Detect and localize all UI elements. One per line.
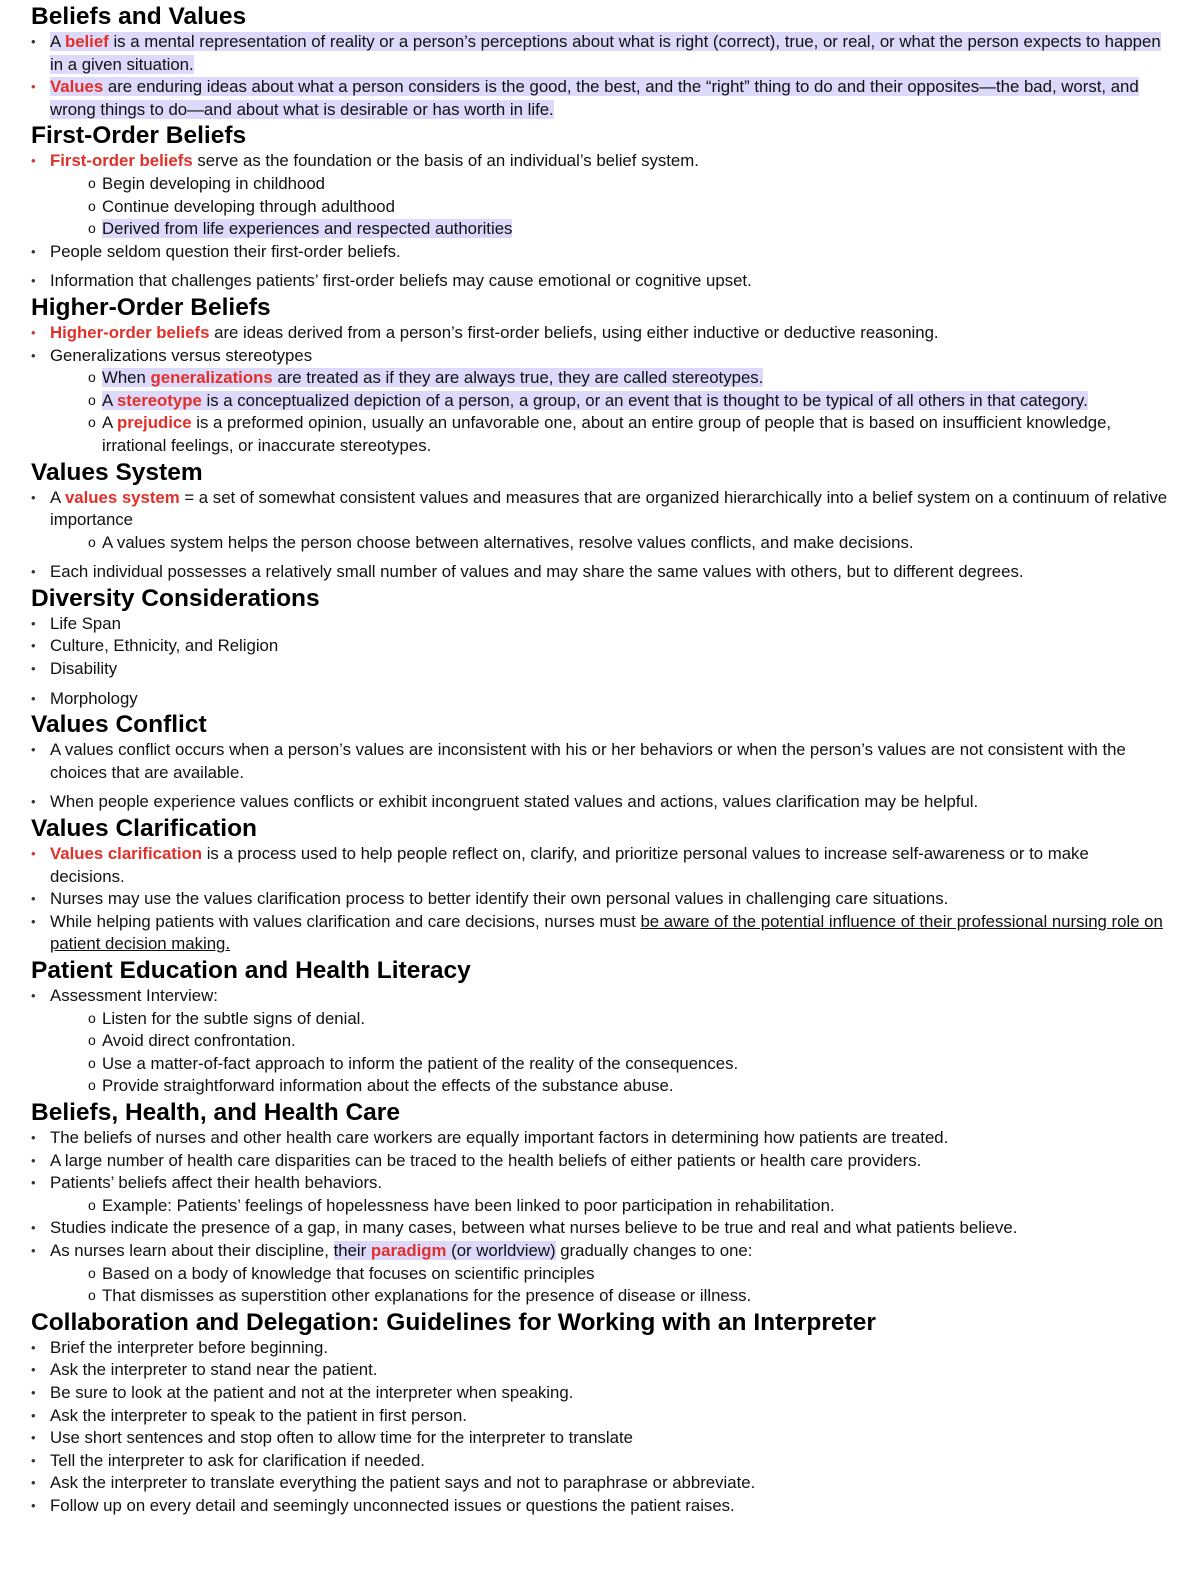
bullet-list — [31, 843, 1168, 956]
list-item: • Values clarification is a process used to help people reflect on, clarify, and prioritize personal values to increase self-awareness or to make decisions. — [31, 843, 1168, 888]
sub-list-item: o Avoid direct confrontation. — [31, 1030, 1168, 1053]
sub-list-item: o Provide straightforward information about the effects of the substance abuse. — [31, 1075, 1168, 1098]
sub-list-item: o That dismisses as superstition other explanations for the presence of disease or illness. — [31, 1285, 1168, 1308]
list-item: • Each individual possesses a relatively small number of values and may share the same values with others, but to different degrees. — [31, 561, 1168, 584]
sub-list-item: o Continue developing through adulthood — [31, 196, 1168, 219]
section-title: Values System — [31, 458, 203, 486]
list-item: • Morphology — [31, 688, 1168, 711]
list-item: • Tell the interpreter to ask for clarification if needed. — [31, 1450, 1168, 1473]
section-title: Higher-Order Beliefs — [31, 293, 271, 321]
bullet-list — [31, 487, 1168, 584]
section-title: Beliefs, Health, and Health Care — [31, 1098, 400, 1126]
section-title: Patient Education and Health Literacy — [31, 957, 471, 984]
list-item: • The beliefs of nurses and other health care workers are equally important factors in determining how patients are treated. — [31, 1127, 1168, 1150]
sub-list-item: o Example: Patients’ feelings of hopelessness have been linked to poor participation in rehabilitation. — [31, 1195, 1168, 1218]
list-item: • Information that challenges patients’ first-order beliefs may cause emotional or cognitive upset. — [31, 270, 1168, 293]
list-item: • Follow up on every detail and seemingly unconnected issues or questions the patient raises. — [31, 1495, 1168, 1518]
list-item: • Ask the interpreter to stand near the patient. — [31, 1359, 1168, 1382]
list-item: • Culture, Ethnicity, and Religion — [31, 635, 1168, 658]
list-item: • A values system = a set of somewhat consistent values and measures that are organized hierarchically into a belief system on a continuum of relative importance — [31, 487, 1168, 532]
list-item: • Ask the interpreter to translate everything the patient says and not to paraphrase or abbreviate. — [31, 1472, 1168, 1495]
list-item: • As nurses learn about their discipline, their paradigm (or worldview) gradually changes to one: — [31, 1240, 1168, 1263]
sub-list-item: o Derived from life experiences and respected authorities — [31, 218, 1168, 241]
sub-list-item: o Based on a body of knowledge that focuses on scientific principles — [31, 1263, 1168, 1286]
key-term: Values — [50, 77, 104, 97]
sub-list-item: o A values system helps the person choose between alternatives, resolve values conflicts, and make decisions. — [31, 532, 1168, 555]
list-item: • Generalizations versus stereotypes — [31, 345, 1168, 368]
list-item: • Use short sentences and stop often to allow time for the interpreter to translate — [31, 1427, 1168, 1450]
list-item: • Ask the interpreter to speak to the patient in first person. — [31, 1405, 1168, 1428]
section-title: Beliefs and Values — [31, 3, 247, 30]
list-item: • Brief the interpreter before beginning. — [31, 1337, 1168, 1360]
key-term: values system — [64, 487, 180, 507]
list-item: • A belief is a mental representation of reality or a person’s perceptions about what is right (correct), true, or real, or what the person expects to happen in a given situation. — [31, 31, 1168, 76]
sub-list-item: o When generalizations are treated as if they are always true, they are called stereotypes. — [31, 367, 1168, 390]
bullet-list — [31, 322, 1168, 458]
underlined-text: be aware of the potential influence of their professional nursing role on patient decision making. — [50, 911, 1163, 954]
bullet-list — [31, 1127, 1168, 1308]
key-term: Values clarification — [50, 844, 203, 864]
list-item: • Values are enduring ideas about what a person considers is the good, the best, and the “right” thing to do and their opposites—the bad, worst, and wrong things to do—and about what is desirable or has worth in life. — [31, 76, 1168, 121]
section-title: Diversity Considerations — [31, 584, 320, 612]
sub-list-item: o Begin developing in childhood — [31, 173, 1168, 196]
sub-list-item: o Listen for the subtle signs of denial. — [31, 1008, 1168, 1031]
section-title: Collaboration and Delegation: Guidelines for Working with an Interpreter — [31, 1308, 876, 1336]
list-item: • While helping patients with values clarification and care decisions, nurses must be aware of the potential influence of their professional nursing role on patient decision making. — [31, 911, 1168, 956]
bullet-list — [31, 1337, 1168, 1518]
bullet-list — [31, 613, 1168, 710]
list-item: • Studies indicate the presence of a gap, in many cases, between what nurses believe to be true and real and what patients believe. — [31, 1217, 1168, 1240]
key-term: Higher-order beliefs — [50, 322, 210, 342]
list-item: • Patients’ beliefs affect their health behaviors. — [31, 1172, 1168, 1195]
list-item: • A large number of health care disparities can be traced to the health beliefs of either patients or health care providers. — [31, 1150, 1168, 1173]
list-item: • A values conflict occurs when a person’s values are inconsistent with his or her behaviors or when the person’s values are not consistent with the choices that are available. — [31, 739, 1168, 784]
list-item: • Higher-order beliefs are ideas derived from a person’s first-order beliefs, using either inductive or deductive reasoning. — [31, 322, 1168, 345]
key-term: stereotype — [116, 390, 202, 410]
sub-list-item: o A prejudice is a preformed opinion, usually an unfavorable one, about an entire group of people that is based on insufficient knowledge, irrational feelings, or inaccurate stereotypes. — [31, 412, 1168, 457]
key-term: prejudice — [116, 413, 192, 433]
list-item: • First-order beliefs serve as the foundation or the basis of an individual’s belief system. — [31, 150, 1168, 173]
bullet-list — [31, 739, 1168, 814]
list-item: • When people experience values conflicts or exhibit incongruent stated values and actions, values clarification may be helpful. — [31, 791, 1168, 814]
key-term: paradigm — [370, 1240, 447, 1260]
bullet-list — [31, 985, 1168, 1098]
section-title: Values Conflict — [31, 711, 207, 739]
key-term: First-order beliefs — [50, 151, 193, 171]
list-item: • Be sure to look at the patient and not at the interpreter when speaking. — [31, 1382, 1168, 1405]
list-item: • Assessment Interview: — [31, 985, 1168, 1008]
key-term: generalizations — [150, 368, 273, 388]
list-item: • Nurses may use the values clarification process to better identify their own personal values in challenging care situations. — [31, 888, 1168, 911]
list-item: • Life Span — [31, 613, 1168, 636]
bullet-list — [31, 31, 1168, 121]
list-item: • Disability — [31, 658, 1168, 681]
list-item: • People seldom question their first-order beliefs. — [31, 241, 1168, 264]
bullet-list — [31, 150, 1168, 293]
section-title: First-Order Beliefs — [31, 122, 247, 150]
sub-list-item: o A stereotype is a conceptualized depiction of a person, a group, or an event that is thought to be typical of all others in that category. — [31, 390, 1168, 413]
key-term: belief — [64, 32, 109, 51]
section-title: Values Clarification — [31, 815, 258, 843]
sub-list-item: o Use a matter-of-fact approach to inform the patient of the reality of the consequences. — [31, 1053, 1168, 1076]
